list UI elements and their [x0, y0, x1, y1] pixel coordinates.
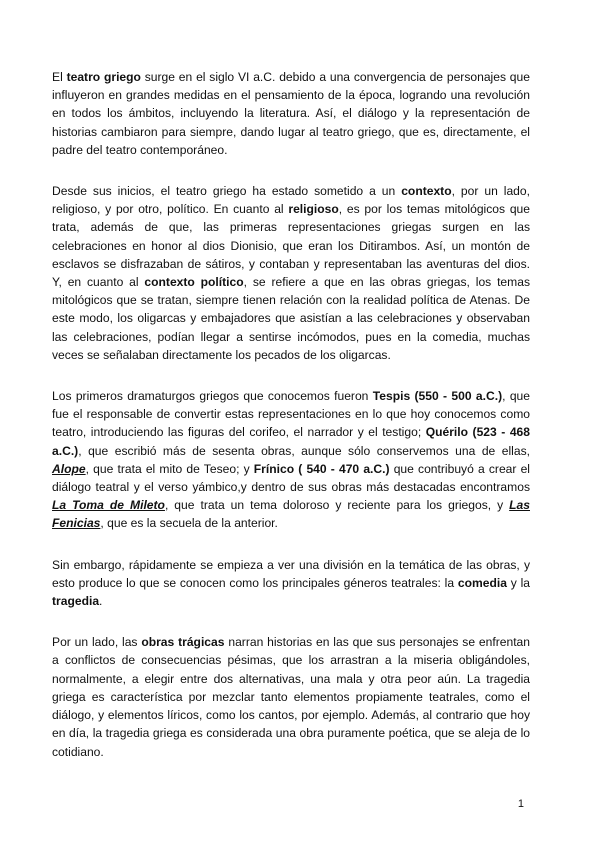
text-run: El	[52, 70, 67, 84]
text-run: , se refiere a que en las obras griegas, los temas mitológicos que se tratan, siempre tienen relación con la realidad política de Atenas. De este modo, los oligarcas y embajadores que asistían a las celebraciones y observaban las celebraciones, podían llegar a sentirse incómodos, pues en la comedia, muchas veces se señalaban directamente los pecados de los oligarcas.	[52, 275, 530, 362]
paragraph	[52, 182, 530, 364]
bold-term: contexto	[401, 184, 452, 199]
text-run: , por un lado, religioso, y por otro, político. En cuanto al	[52, 184, 530, 217]
text-run: Sin embargo, rápidamente se empieza a ver una división en la temática de las obras, y esto produce lo que se conocen como los principales géneros teatrales: la	[52, 557, 530, 590]
text-run: , es por los temas mitológicos que trata, además de que, las primeras representaciones griegas surgen en las celebraciones en honor al dios Dionisio, que eran los Ditirambos. Así, un montón de esclavos se disfrazaban de sátiros, y contaban y representaban las aventuras del dios. Y, en cuanto al	[52, 202, 530, 290]
document-body	[52, 68, 530, 784]
text-run: , que trata un tema doloroso y reciente para los griegos, y	[164, 498, 510, 513]
page-number: 1	[517, 798, 524, 810]
text-run: narran historias en las que sus personajes se enfrentan a conflictos de consecuencias pésimas, que los arrastran a la miseria obligándoles, normalmente, a elegir entre dos alternativas, una mala y otra peor aún. La tragedia griega es característica por mezclar tanto elementos propiamente teatrales, como el diálogo, y elementos líricos, como los cantos, por ejemplo. Además, al contrario que hoy en día, la tragedia griega es considerada una obra puramente poética, que se aleja de lo cotidiano.	[52, 635, 530, 759]
bold-term: Frínico ( 540 - 470 a.C.)	[253, 461, 390, 476]
paragraph	[52, 556, 530, 611]
text-run: , que fue el responsable de convertir estas representaciones en lo que hoy conocemos como teatro, introduciendo las figuras del corifeo, el narrador y el testigo;	[52, 389, 530, 440]
bold-term: obras trágicas	[141, 635, 225, 650]
bold-term: comedia	[457, 575, 507, 590]
bold-term: Tespis (550 - 500 a.C.)	[372, 389, 503, 404]
text-run: Desde sus inicios, el teatro griego ha estado sometido a un	[52, 184, 402, 199]
text-run: , que escribió más de sesenta obras, aunque sólo conservemos una de ellas,	[78, 443, 530, 458]
work-title: Alope	[52, 461, 86, 476]
text-run: surge en el siglo VI a.C. debido a una convergencia de personajes que influyeron en grandes medidas en el pensamiento de la época, logrando una revolución en todos los ámbitos, incluyendo la literatura. Así, el diálogo y la representación de historias cambiaron para siempre, dando lugar al teatro griego, que es, directamente, el padre del teatro contemporáneo.	[52, 70, 530, 157]
text-run: Por un lado, las	[52, 635, 142, 650]
text-run: , que trata el mito de Teseo; y	[85, 461, 254, 476]
work-title: Las Fenicias	[52, 498, 530, 531]
text-run: y la	[506, 575, 530, 590]
text-run: , que es la secuela de la anterior.	[100, 516, 278, 531]
bold-term: teatro griego	[66, 70, 141, 84]
work-title: La Toma de Mileto	[52, 498, 165, 513]
paragraph	[52, 68, 530, 159]
paragraph	[52, 633, 530, 760]
text-run: .	[99, 594, 103, 609]
paragraph	[52, 387, 530, 533]
text-run: Los primeros dramaturgos griegos que conocemos fueron	[52, 389, 373, 404]
bold-term: Quérilo (523 - 468 a.C.)	[52, 425, 530, 458]
text-run: que contribuyó a crear el diálogo teatral y el verso yámbico,y dentro de sus obras más destacadas encontramos	[52, 461, 530, 495]
bold-term: tragedia	[52, 594, 100, 609]
bold-term: contexto político	[144, 275, 244, 290]
bold-term: religioso	[288, 202, 339, 217]
